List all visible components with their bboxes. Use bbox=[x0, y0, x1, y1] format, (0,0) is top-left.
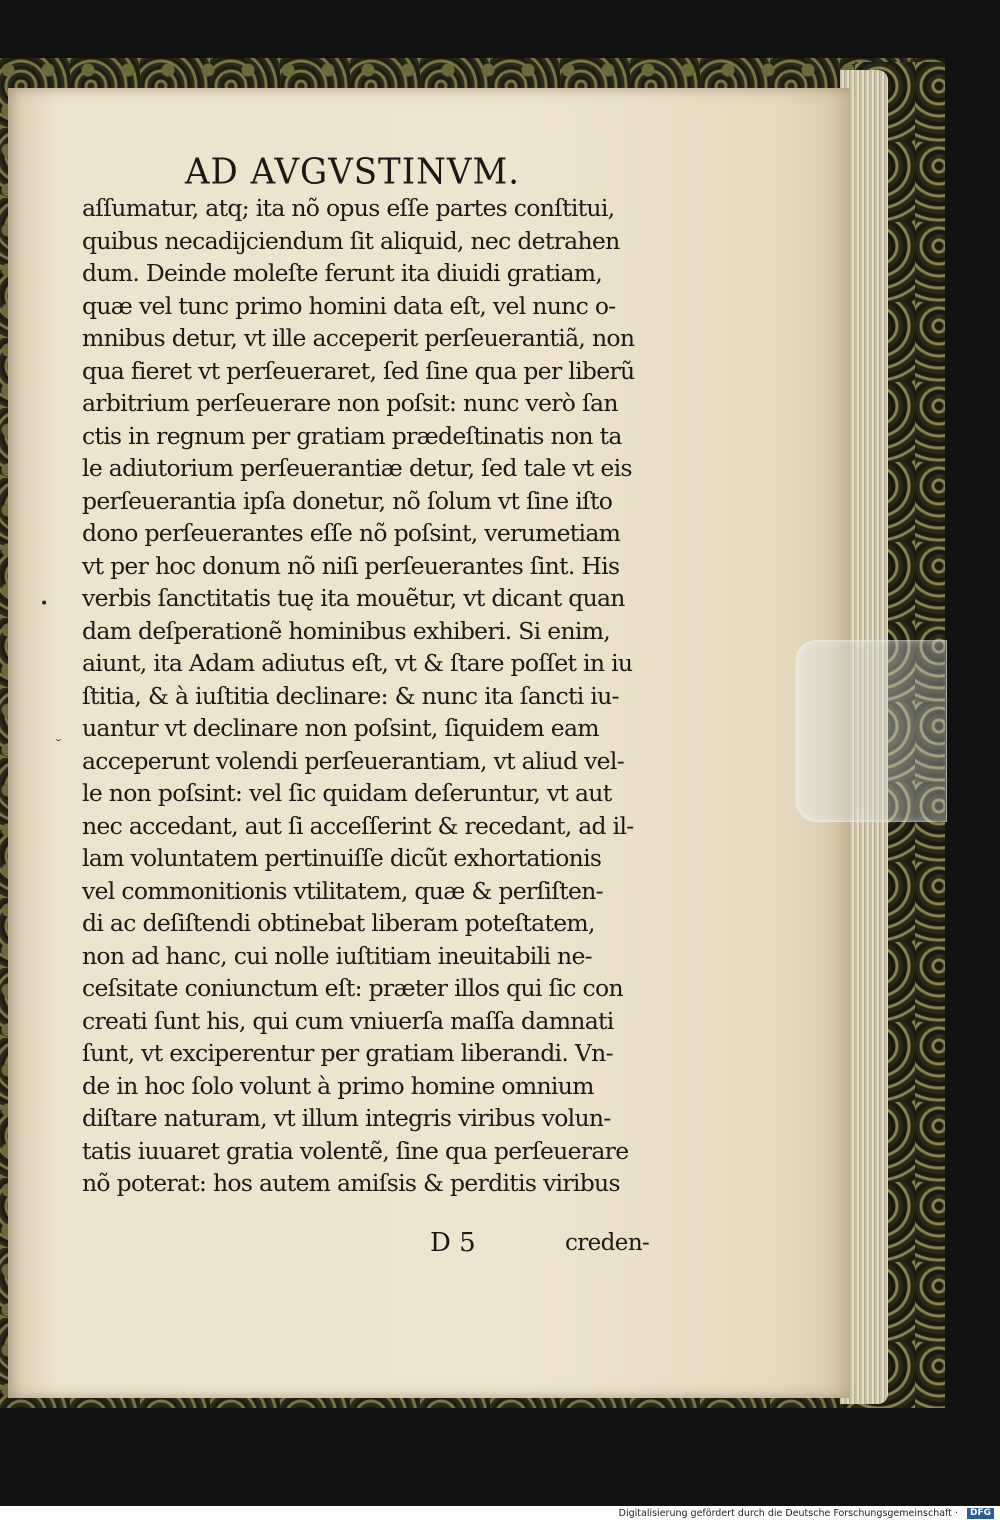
text-line: diſtare naturam, vt illum integris viribus volun- bbox=[82, 1104, 611, 1132]
text-line: vel commonitionis vtilitatem, quæ & perſiſten- bbox=[82, 876, 603, 905]
text-line: le non poſsint: vel ſic quidam deſeruntur, vt aut bbox=[82, 779, 612, 807]
dfg-logo: DFG bbox=[967, 1508, 994, 1519]
ink-speck: • bbox=[40, 596, 49, 612]
text-line: nec accedant, aut ſi acceſſerint & recedant, ad il- bbox=[82, 811, 634, 840]
text-line: non ad hanc, cui nolle iuſtitiam ineuitabili ne- bbox=[82, 941, 592, 970]
ink-speck: ˘ bbox=[55, 738, 62, 754]
body-text bbox=[82, 192, 657, 1200]
text-line: nõ poterat: hos autem amiſsis & perditis viribus bbox=[82, 1169, 620, 1197]
text-line: qua fieret vt perſeueraret, ſed ſine qua per liberũ bbox=[82, 356, 635, 385]
text-line: arbitrium perſeuerare non poſsit: nunc verò ſan bbox=[82, 389, 618, 417]
text-line: ſunt, vt exciperentur per gratiam liberandi. Vn- bbox=[82, 1039, 613, 1067]
running-head: AD AVGVSTINVM. bbox=[185, 151, 521, 193]
text-line: le adiutorium perſeuerantiæ detur, ſed tale vt eis bbox=[82, 454, 632, 482]
text-line: quibus necadijciendum ſit aliquid, nec detrahen bbox=[82, 226, 620, 255]
text-line: uantur vt declinare non poſsint, ſiquidem eam bbox=[82, 714, 599, 742]
text-line: aiunt, ita Adam adiutus eſt, vt & ſtare poſſet in iu bbox=[82, 649, 633, 677]
signature-mark: D 5 bbox=[430, 1228, 476, 1258]
text-line: di ac deſiſtendi obtinebat liberam poteſtatem, bbox=[82, 909, 595, 937]
text-line: acceperunt volendi perſeuerantiam, vt aliud vel- bbox=[82, 746, 624, 775]
text-line: vt per hoc donum nõ niſi perſeuerantes ſint. His bbox=[82, 551, 620, 580]
text-line: aſſumatur, atq; ita nõ opus eſſe partes conſtitui, bbox=[82, 194, 615, 222]
digitization-credit: Digitalisierung gefördert durch die Deutsche Forschungsgemeinschaft · bbox=[618, 1508, 958, 1519]
text-line: ctis in regnum per gratiam prædeſtinatis non ta bbox=[82, 421, 622, 450]
text-line: dono perſeuerantes eſſe nõ poſsint, verumetiam bbox=[82, 519, 621, 547]
text-line: mnibus detur, vt ille acceperit perſeuerantiã, non bbox=[82, 324, 635, 352]
text-line: quæ vel tunc primo homini data eſt, vel nunc o- bbox=[82, 291, 616, 320]
text-line: perſeuerantia ipſa donetur, nõ ſolum vt ſine iſto bbox=[82, 486, 613, 515]
text-line: verbis ſanctitatis tuę ita mouẽtur, vt dicant quan bbox=[82, 584, 625, 612]
catchword: creden- bbox=[565, 1230, 650, 1256]
text-line: ceſsitate coniunctum eſt: præter illos qui ſic con bbox=[82, 974, 623, 1002]
page-clip bbox=[795, 640, 947, 822]
text-line: creati ſunt his, qui cum vniuerſa maſſa damnati bbox=[82, 1006, 614, 1035]
text-line: tatis iuuaret gratia volentẽ, ſine qua perſeuerare bbox=[82, 1136, 629, 1165]
text-line: lam voluntatem pertinuiſſe dicũt exhortationis bbox=[82, 844, 602, 872]
text-line: dam deſperationẽ hominibus exhiberi. Si enim, bbox=[82, 616, 611, 645]
text-line: de in hoc ſolo volunt à primo homine omnium bbox=[82, 1071, 594, 1100]
text-line: dum. Deinde moleſte ferunt ita diuidi gratiam, bbox=[82, 259, 603, 287]
text-line: ſtitia, & à iuſtitia declinare: & nunc ita ſancti iu- bbox=[82, 681, 619, 710]
